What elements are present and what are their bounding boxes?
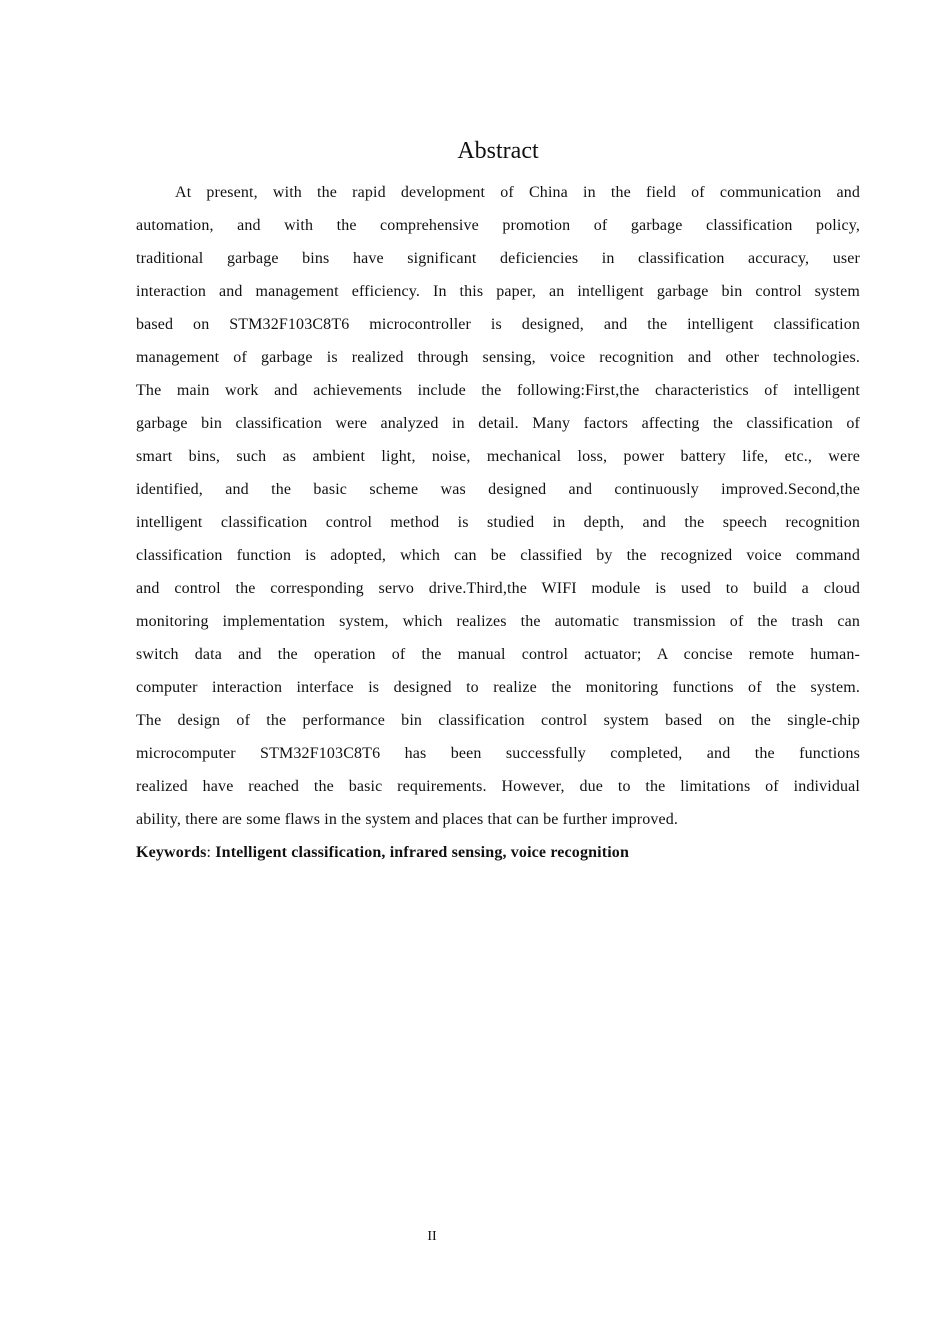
abstract-line: traditional garbage bins have significant deficiencies in classification accuracy, user bbox=[136, 250, 860, 267]
abstract-paragraph bbox=[136, 176, 860, 836]
abstract-body bbox=[136, 176, 860, 869]
abstract-line: realized have reached the basic requirements. However, due to the limitations of individual bbox=[136, 778, 860, 795]
page-number: II bbox=[427, 1229, 437, 1244]
abstract-line: The design of the performance bin classification control system based on the single-chip bbox=[136, 712, 860, 729]
abstract-line: microcomputer STM32F103C8T6 has been successfully completed, and the functions bbox=[136, 745, 860, 762]
keywords-colon: : bbox=[206, 844, 216, 861]
abstract-line: interaction and management efficiency. In this paper, an intelligent garbage bin control system bbox=[136, 283, 860, 300]
abstract-line: monitoring implementation system, which realizes the automatic transmission of the trash can bbox=[136, 613, 860, 630]
abstract-line: ability, there are some flaws in the system and places that can be further improved. bbox=[136, 811, 679, 828]
abstract-line: smart bins, such as ambient light, noise, mechanical loss, power battery life, etc., were bbox=[136, 448, 860, 465]
abstract-line: automation, and with the comprehensive promotion of garbage classification policy, bbox=[136, 217, 860, 234]
abstract-line: intelligent classification control method is studied in depth, and the speech recognition bbox=[136, 514, 860, 531]
abstract-line: management of garbage is realized through sensing, voice recognition and other technologies. bbox=[136, 349, 860, 366]
abstract-line: and control the corresponding servo drive.Third,the WIFI module is used to build a cloud bbox=[136, 580, 860, 597]
keywords-line bbox=[136, 836, 860, 869]
abstract-line: based on STM32F103C8T6 microcontroller is designed, and the intelligent classification bbox=[136, 316, 860, 333]
keywords-label: Keywords bbox=[136, 844, 207, 861]
abstract-line: garbage bin classification were analyzed in detail. Many factors affecting the classification of bbox=[136, 415, 860, 432]
abstract-line: At present, with the rapid development of China in the field of communication and bbox=[175, 184, 860, 201]
abstract-line: The main work and achievements include the following:First,the characteristics of intelligent bbox=[136, 382, 860, 399]
page-title: Abstract bbox=[457, 138, 539, 164]
abstract-line: identified, and the basic scheme was designed and continuously improved.Second,the bbox=[136, 481, 860, 498]
abstract-line: classification function is adopted, which can be classified by the recognized voice command bbox=[136, 547, 860, 564]
abstract-line: computer interaction interface is designed to realize the monitoring functions of the system. bbox=[136, 679, 860, 696]
keywords-text: Intelligent classification, infrared sensing, voice recognition bbox=[215, 844, 630, 861]
abstract-line: switch data and the operation of the manual control actuator; A concise remote human- bbox=[136, 646, 860, 663]
